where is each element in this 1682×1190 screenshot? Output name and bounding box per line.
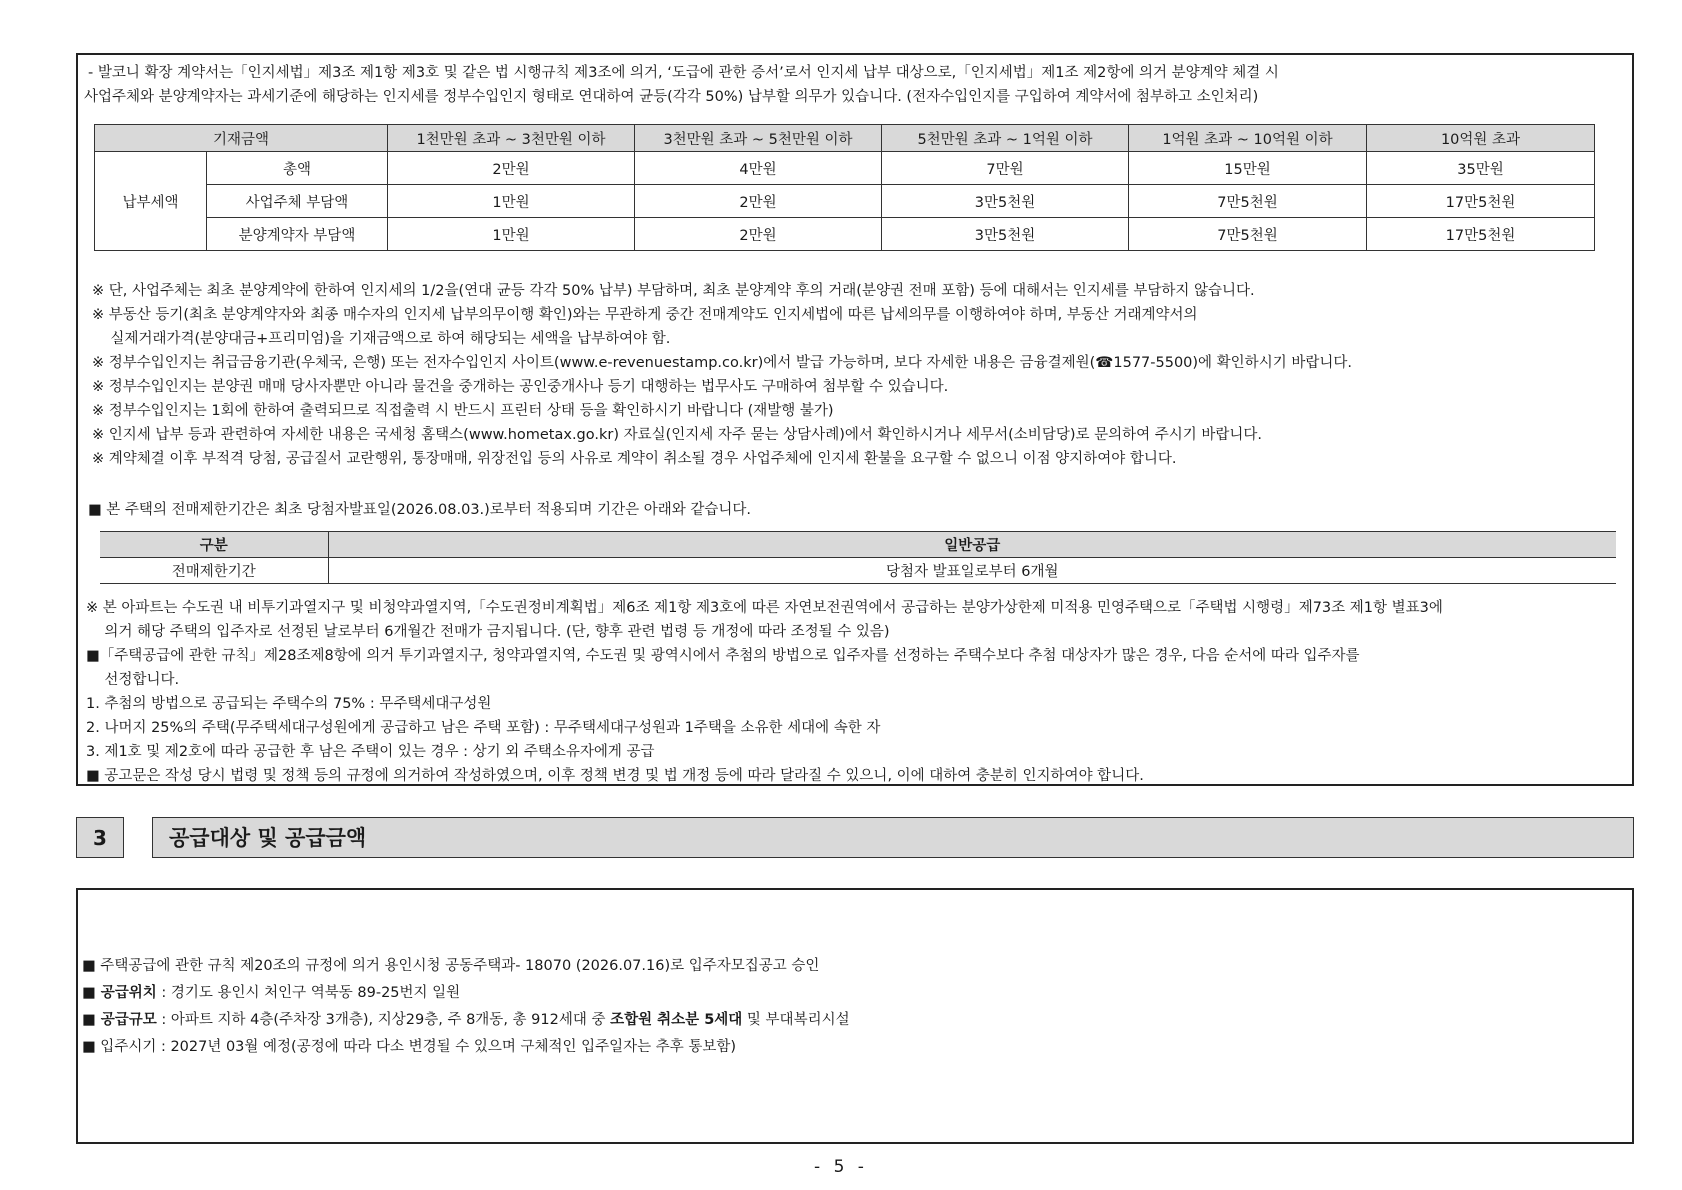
header-cell: 3천만원 초과 ~ 5천만원 이하	[635, 125, 882, 152]
header-cell: 기재금액	[95, 125, 388, 152]
section-number: 3	[76, 817, 124, 858]
supply-scale-highlight: 조합원 취소분 5세대	[610, 1012, 743, 1028]
supply-approval: ■ 주택공급에 관한 규칙 제20조의 규정에 의거 용인시청 공동주택과- 18070 (2026.07.16)로 입주자모집공고 승인	[82, 958, 820, 974]
group-label: 납부세액	[95, 152, 207, 251]
after-note-line: 의거 해당 주택의 입주자로 선정된 날로부터 6개월간 전매가 금지됩니다. (단, 향후 관련 법령 등 개정에 따라 조정될 수 있음)	[86, 624, 890, 640]
intro-line-2: 사업주체와 분양계약자는 과세기준에 해당하는 인지세를 정부수입인지 형태로 연대하여 균등(각각 50%) 납부할 의무가 있습니다. (전자수입인지를 구입하여 계약서에 첨부하고 소인처리)	[84, 89, 1259, 105]
after-note-line: 2. 나머지 25%의 주택(무주택세대구성원에게 공급하고 남은 주택 포함) : 무주택세대구성원과 1주택을 소유한 세대에 속한 자	[86, 720, 881, 736]
table-cell: 35만원	[1367, 152, 1595, 185]
table-cell: 2만원	[635, 185, 882, 218]
table-cell: 3만5천원	[882, 185, 1129, 218]
table-cell: 당첨자 발표일로부터 6개월	[885, 564, 1059, 580]
header-cell: 구분	[100, 532, 328, 558]
header-cell: 5천만원 초과 ~ 1억원 이하	[882, 125, 1129, 152]
note-line: 실제거래가격(분양대금+프리미엄)을 기재금액으로 하여 해당되는 세액을 납부하여야 함.	[92, 331, 671, 347]
table-cell: 전매제한기간	[100, 558, 328, 584]
table-cell: 2만원	[388, 152, 635, 185]
note-line: ※ 단, 사업주체는 최초 분양계약에 한하여 인지세의 1/2을(연대 균등 각각 50% 납부) 부담하며, 최초 분양계약 후의 거래(분양권 전매 포함) 등에 대해서는 인지세를 부담하지 않습니다.	[92, 283, 1255, 299]
table-cell: 17만5천원	[1367, 218, 1595, 251]
supply-move-in: ■ 입주시기 : 2027년 03월 예정(공정에 따라 다소 변경될 수 있으며 구체적인 입주일자는 추후 통보함)	[82, 1039, 737, 1055]
supply-scale	[82, 1010, 850, 1030]
intro-line-1: - 발코니 확장 계약서는「인지세법」제3조 제1항 제3호 및 같은 법 시행규칙 제3조에 의거, ‘도급에 관한 증서’로서 인지세 납부 대상으로,「인지세법」제1조 제2항에 의거 분양계약 체결 시	[88, 65, 1279, 81]
supply-location-value: : 경기도 용인시 처인구 역북동 89-25번지 일원	[156, 985, 461, 1001]
after-note-line: ※ 본 아파트는 수도권 내 비투기과열지구 및 비청약과열지역,「수도권정비계획법」제6조 제1항 제3호에 따른 자연보전권역에서 공급하는 분양가상한제 미적용 민영주택으로「주택법 시행령」제73조 제1항 별표3에	[86, 600, 1443, 616]
note-line: ※ 계약체결 이후 부적격 당첨, 공급질서 교란행위, 통장매매, 위장전입 등의 사유로 계약이 취소될 경우 사업주체에 인지세 환불을 요구할 수 없으니 이점 양지하여야 합니다.	[92, 451, 1177, 467]
after-note-line: ■「주택공급에 관한 규칙」제28조제8항에 의거 투기과열지구, 청약과열지역, 수도권 및 광역시에서 추첨의 방법으로 입주자를 선정하는 주택수보다 추첨 대상자가 많은 경우, 다음 순서에 따라 입주자를	[86, 648, 1360, 664]
header-cell: 일반공급	[328, 532, 1616, 558]
after-note-line: ■ 공고문은 작성 당시 법령 및 정책 등의 규정에 의거하여 작성하였으며, 이후 정책 변경 및 법 개정 등에 따라 달라질 수 있으니, 이에 대하여 충분히 인지하여야 합니다.	[86, 768, 1144, 784]
table-header-row	[100, 532, 1616, 558]
note-line: ※ 부동산 등기(최초 분양계약자와 최종 매수자의 인지세 납부의무이행 확인)와는 무관하게 중간 전매계약도 인지세법에 따른 납세의무를 이행하여야 하며, 부동산 거래계약서의	[92, 307, 1198, 323]
row-label: 분양계약자 부담액	[207, 218, 388, 251]
header-cell: 10억원 초과	[1367, 125, 1595, 152]
after-note-line: 1. 추첨의 방법으로 공급되는 주택수의 75% : 무주택세대구성원	[86, 696, 492, 712]
table-cell: 1만원	[388, 218, 635, 251]
table-cell: 2만원	[635, 218, 882, 251]
section-title: 공급대상 및 공급금액	[152, 817, 1634, 858]
table-row	[95, 152, 1595, 185]
table-row	[95, 218, 1595, 251]
table-cell: 7만5천원	[1129, 218, 1367, 251]
table-cell: 17만5천원	[1367, 185, 1595, 218]
note-line: ※ 정부수입인지는 1회에 한하여 출력되므로 직접출력 시 반드시 프린터 상태 등을 확인하시기 바랍니다 (재발행 불가)	[92, 403, 834, 419]
resale-intro: ■ 본 주택의 전매제한기간은 최초 당첨자발표일(2026.08.03.)로부터 적용되며 기간은 아래와 같습니다.	[88, 502, 751, 518]
header-cell: 1천만원 초과 ~ 3천만원 이하	[388, 125, 635, 152]
stamp-tax-table	[94, 124, 1595, 251]
page-number: - 5 -	[814, 1157, 868, 1177]
table-header-row	[95, 125, 1595, 152]
supply-scale-value: : 아파트 지하 4층(주차장 3개층), 지상29층, 주 8개동, 총 912세대 중	[156, 1012, 611, 1028]
after-note-line: 선정합니다.	[86, 672, 180, 688]
row-label: 사업주체 부담액	[207, 185, 388, 218]
table-row	[95, 185, 1595, 218]
resale-table	[100, 531, 1616, 584]
table-cell: 15만원	[1129, 152, 1367, 185]
supply-location	[82, 983, 460, 1003]
note-line: ※ 인지세 납부 등과 관련하여 자세한 내용은 국세청 홈택스(www.hometax.go.kr) 자료실(인지세 자주 묻는 상담사례)에서 확인하시거나 세무서(소비담당)로 문의하여 주시기 바랍니다.	[92, 427, 1263, 443]
table-cell: 7만원	[882, 152, 1129, 185]
supply-scale-label: ■ 공급규모	[82, 1012, 157, 1028]
supply-scale-suffix: 및 부대복리시설	[742, 1012, 850, 1028]
table-cell: 4만원	[635, 152, 882, 185]
header-cell: 1억원 초과 ~ 10억원 이하	[1129, 125, 1367, 152]
table-row	[100, 558, 1616, 584]
table-cell: 1만원	[388, 185, 635, 218]
row-label: 총액	[207, 152, 388, 185]
table-cell: 3만5천원	[882, 218, 1129, 251]
table-cell: 7만5천원	[1129, 185, 1367, 218]
supply-location-label: ■ 공급위치	[82, 985, 157, 1001]
note-line: ※ 정부수입인지는 취급금융기관(우체국, 은행) 또는 전자수입인지 사이트(www.e-revenuestamp.co.kr)에서 발급 가능하며, 보다 자세한 내용은 금융결제원(☎1577-5500)에 확인하시기 바랍니다.	[92, 355, 1352, 371]
after-note-line: 3. 제1호 및 제2호에 따라 공급한 후 남은 주택이 있는 경우 : 상기 외 주택소유자에게 공급	[86, 744, 655, 760]
note-line: ※ 정부수입인지는 분양권 매매 당사자뿐만 아니라 물건을 중개하는 공인중개사나 등기 대행하는 법무사도 구매하여 첨부할 수 있습니다.	[92, 379, 949, 395]
